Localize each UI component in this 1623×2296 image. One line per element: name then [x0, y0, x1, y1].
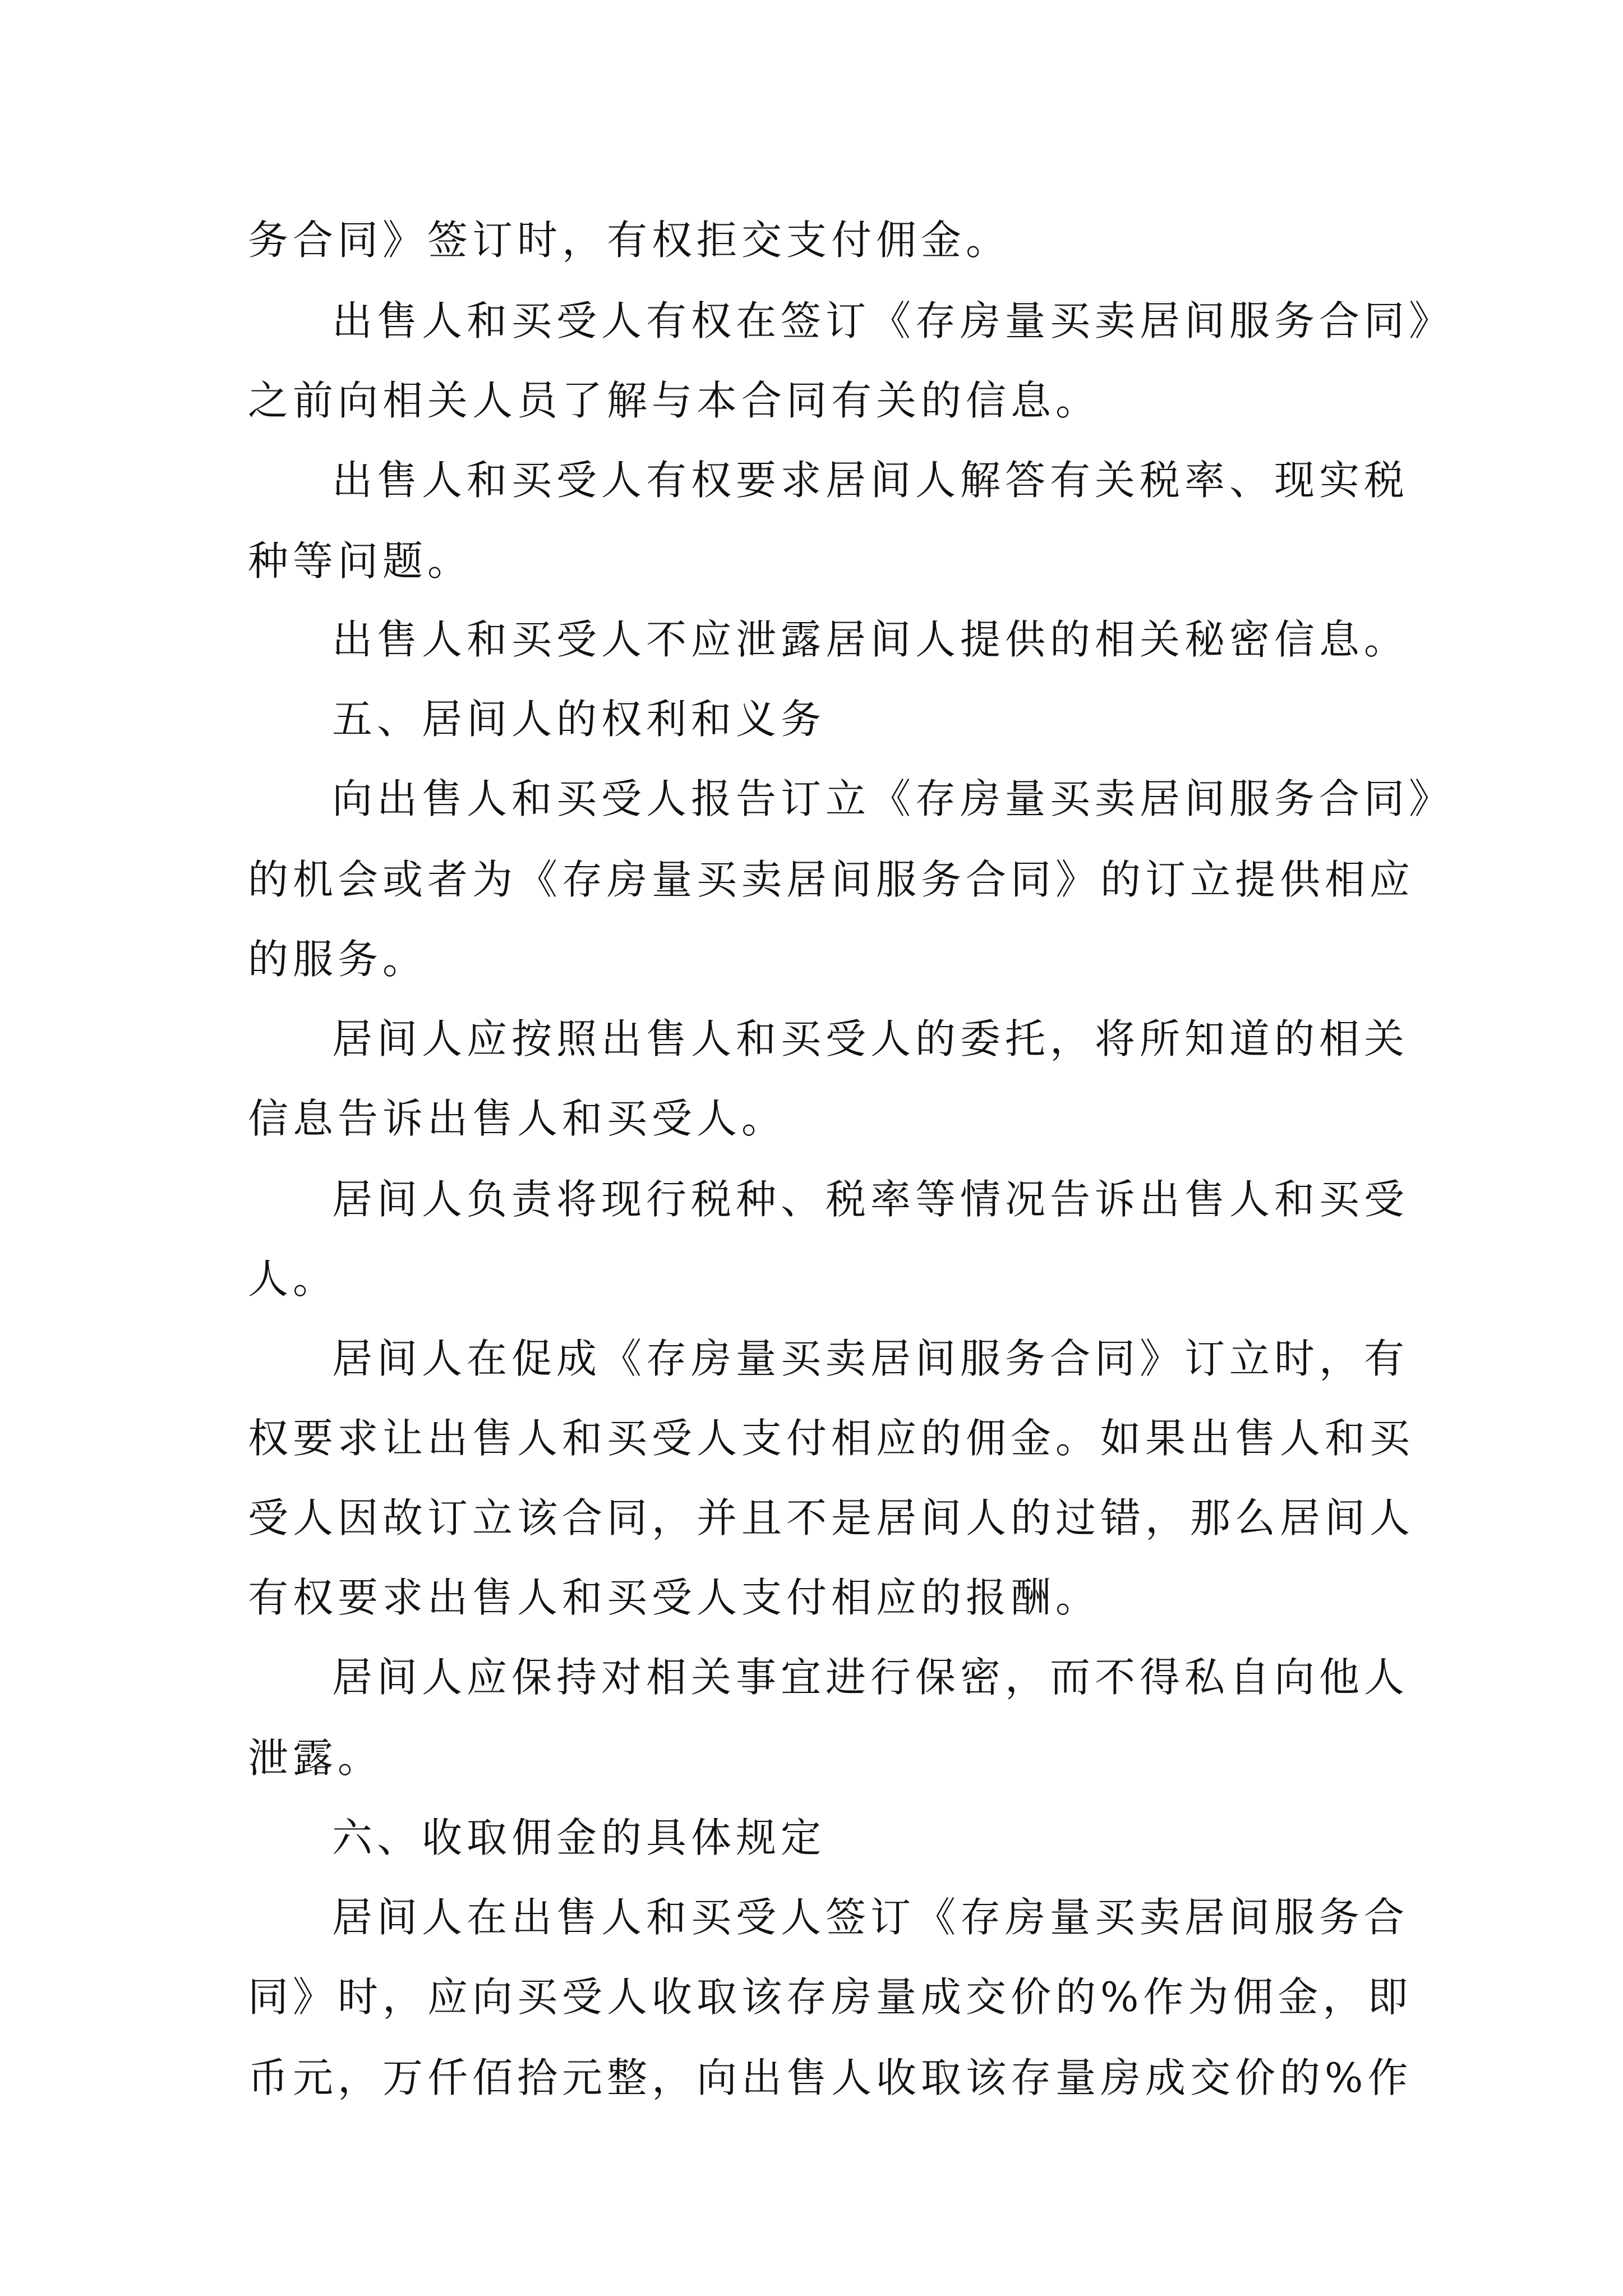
text-line: 居间人在促成《存房量买卖居间服务合同》订立时，有	[332, 1335, 1409, 1382]
text-line: 种等问题。	[248, 537, 473, 585]
text-line: 务合同》签订时，有权拒交支付佣金。	[248, 217, 1011, 264]
text-line: 居间人应按照出售人和买受人的委托，将所知道的相关	[332, 1015, 1409, 1062]
text-line: 同》时，应向买受人收取该存房量成交价的%作为佣金，即	[248, 1973, 1413, 2021]
text-line: 出售人和买受人有权在签订《存房量买卖居间服务合同》	[332, 297, 1454, 344]
text-line: 有权要求出售人和买受人支付相应的报酬。	[248, 1574, 1101, 1621]
section-heading: 五、居间人的权利和义务	[332, 696, 826, 743]
text-line: 信息告诉出售人和买受人。	[248, 1095, 787, 1142]
text-line: 币元，万仟佰拾元整，向出售人收取该存量房成交价的%作	[248, 2054, 1413, 2101]
text-line: 居间人在出售人和买受人签订《存房量买卖居间服务合	[332, 1894, 1409, 1941]
text-line: 出售人和买受人有权要求居间人解答有关税率、现实税	[332, 457, 1409, 504]
text-line: 人。	[248, 1255, 338, 1303]
text-line: 之前向相关人员了解与本合同有关的信息。	[248, 377, 1101, 424]
text-line: 居间人应保持对相关事宜进行保密，而不得私自向他人	[332, 1654, 1409, 1701]
text-line: 的服务。	[248, 936, 428, 983]
text-line: 出售人和买受人不应泄露居间人提供的相关秘密信息。	[332, 616, 1409, 663]
text-line: 居间人负责将现行税种、税率等情况告诉出售人和买受	[332, 1176, 1409, 1223]
text-line: 受人因故订立该合同，并且不是居间人的过错，那么居间人	[248, 1494, 1415, 1542]
text-line: 泄露。	[248, 1734, 383, 1782]
text-line: 权要求让出售人和买受人支付相应的佣金。如果出售人和买	[248, 1415, 1415, 1462]
text-line: 向出售人和买受人报告订立《存房量买卖居间服务合同》	[332, 775, 1454, 822]
section-heading: 六、收取佣金的具体规定	[332, 1814, 826, 1861]
text-line: 的机会或者为《存房量买卖居间服务合同》的订立提供相应	[248, 856, 1415, 903]
